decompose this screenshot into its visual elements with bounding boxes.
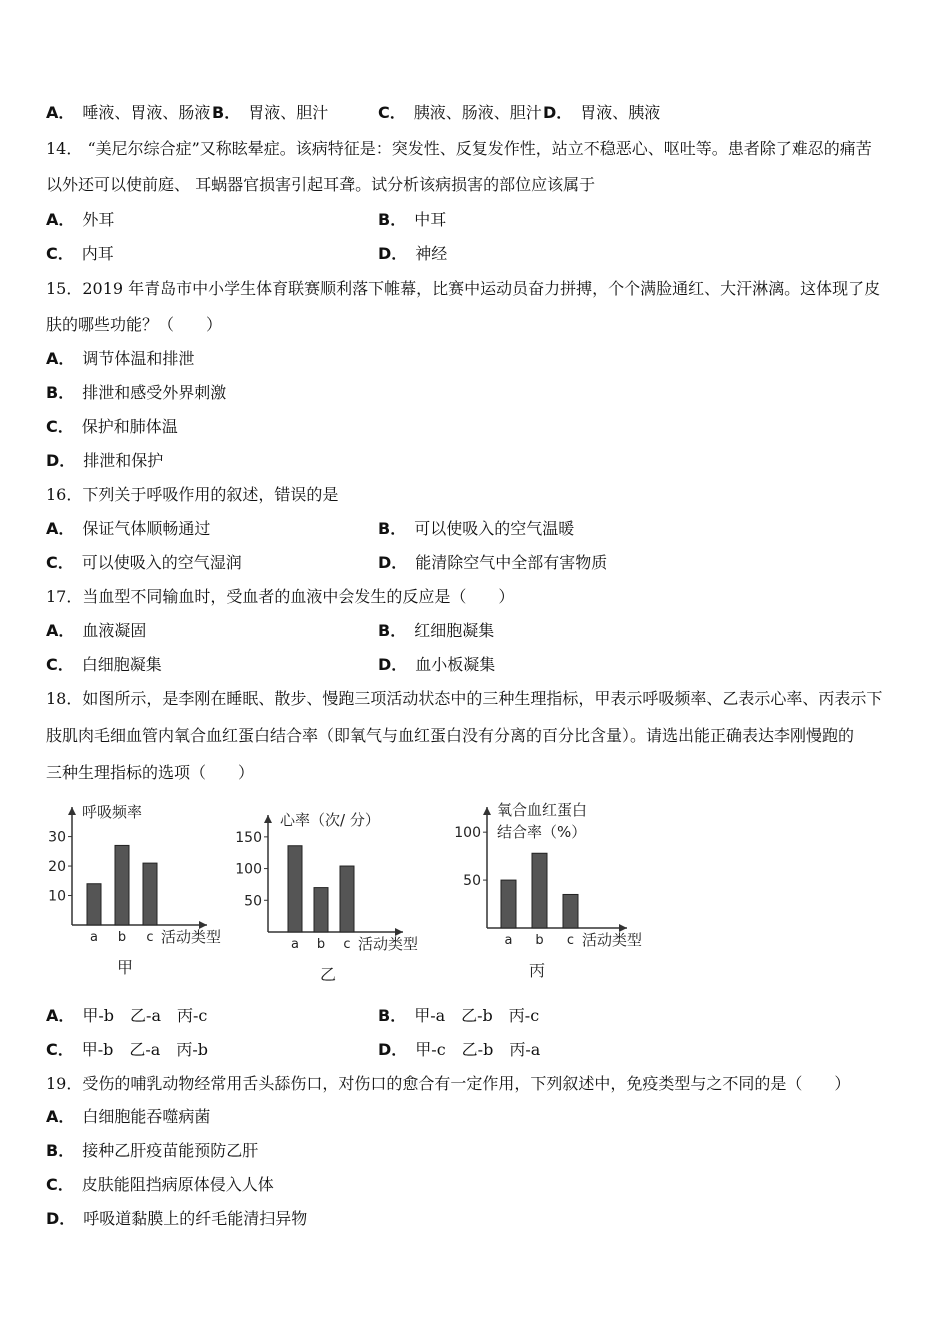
q15-stem-line1: 15．2019 年青岛市中小学生体育联赛顺利落下帷幕，比赛中运动员奋力拼搏，个个满脸通红、大汗淋漓。这体现了皮 (46, 279, 881, 298)
chart-2-category-label: c (343, 937, 351, 952)
q18-stem-line3: 三种生理指标的选项（ ） (46, 763, 255, 782)
q14-option-c: C． 内耳 (46, 244, 114, 263)
chart-3-category-label: c (566, 933, 575, 948)
chart-3-bar-a (501, 880, 516, 928)
q18-chart-figure (40, 795, 680, 990)
chart-1-caption: 甲 (116, 958, 134, 977)
chart-3-title: 氧合血红蛋白 (497, 801, 588, 819)
chart-1-bar-b (115, 845, 129, 925)
chart-3-ytick-label: 50 (463, 873, 481, 890)
chart-1-category-label: a (90, 930, 98, 945)
q13-option-b: B． 胃液、胆汁 (212, 103, 329, 122)
q17-stem: 17．当血型不同输血时，受血者的血液中会发生的反应是（ ） (46, 587, 515, 606)
q17-option-a: A． 血液凝固 (46, 621, 147, 640)
q14-stem-line2: 以外还可以使前庭、 耳蜗器官损害引起耳聋。试分析该病损害的部位应该属于 (46, 175, 596, 194)
chart-2-ytick-label: 150 (235, 829, 262, 846)
q17-option-c: C． 白细胞凝集 (46, 655, 162, 674)
q16-option-b: B． 可以使吸入的空气温暖 (378, 519, 575, 538)
chart-3-bar-c (563, 894, 578, 928)
chart-1-category-label: b (117, 930, 127, 945)
chart-1-bar-a (87, 884, 101, 925)
chart-2-y-arrow (264, 815, 272, 823)
q15-stem-line2: 肤的哪些功能？（ ） (46, 315, 223, 334)
q15-option-a: A． 调节体温和排泄 (46, 349, 195, 368)
chart-3-y-arrow (483, 807, 491, 815)
q14-option-b: B． 中耳 (378, 210, 447, 229)
q19-stem: 19．受伤的哺乳动物经常用舌头舔伤口，对伤口的愈合有一定作用，下列叙述中，免疫类型与之不同的是（ ） (46, 1074, 851, 1093)
q14-option-a: A． 外耳 (46, 210, 115, 229)
chart-3-title-line2: 结合率（%） (497, 823, 587, 841)
chart-2-caption: 乙 (319, 965, 337, 984)
chart-1-y-arrow (68, 807, 76, 815)
q19-option-b: B． 接种乙肝疫苗能预防乙肝 (46, 1141, 259, 1160)
q18-option-d: D． 甲-c 乙-b 丙-a (378, 1040, 541, 1059)
chart-2-bar-b (314, 888, 328, 932)
chart-3-bar-b (532, 853, 547, 928)
chart-3-xlabel: 活动类型 (582, 931, 643, 949)
q15-option-c: C． 保护和肺体温 (46, 417, 178, 436)
q15-option-b: B． 排泄和感受外界刺激 (46, 383, 227, 402)
chart-3-caption: 丙 (528, 961, 546, 980)
chart-1-xlabel: 活动类型 (161, 928, 222, 946)
q18-stem-line2: 肢肌肉毛细血管内氧合血红蛋白结合率（即氧气与血红蛋白没有分离的百分比含量）。请选出能正确表达李刚慢跑的 (46, 726, 855, 745)
chart-1-bar-c (143, 863, 157, 925)
q18-option-a: A． 甲-b 乙-a 丙-c (46, 1006, 208, 1025)
q16-option-d: D． 能清除空气中全部有害物质 (378, 553, 608, 572)
q19-option-c: C． 皮肤能阻挡病原体侵入人体 (46, 1175, 274, 1194)
chart-3-category-label: a (504, 933, 513, 948)
q16-stem: 16．下列关于呼吸作用的叙述，错误的是 (46, 485, 339, 504)
chart-2-bar-a (288, 846, 302, 932)
chart-1-ytick-label: 30 (48, 829, 66, 846)
q14-option-d: D． 神经 (378, 244, 448, 263)
chart-2-category-label: b (316, 937, 326, 952)
chart-2-xlabel: 活动类型 (358, 935, 419, 953)
q16-option-c: C． 可以使吸入的空气湿润 (46, 553, 242, 572)
q15-option-d: D． 排泄和保护 (46, 451, 164, 470)
q19-option-a: A． 白细胞能吞噬病菌 (46, 1107, 211, 1126)
chart-2-ytick-label: 100 (235, 861, 262, 878)
q14-stem-line1: 14． “美尼尔综合症”又称眩晕症。该病特征是：突发性、反复发作性，站立不稳恶心、呕吐等。患者除了难忍的痛苦 (46, 139, 872, 158)
chart-2-category-label: a (291, 937, 299, 952)
q13-option-c: C． 胰液、肠液、胆汁 (378, 103, 542, 122)
q16-option-a: A． 保证气体顺畅通过 (46, 519, 211, 538)
chart-2-ytick-label: 50 (244, 893, 262, 910)
q18-stem-line1: 18．如图所示，是李刚在睡眠、散步、慢跑三项活动状态中的三种生理指标，甲表示呼吸频率、乙表示心率、丙表示下 (46, 689, 883, 708)
chart-1-category-label: c (146, 930, 154, 945)
q18-option-c: C． 甲-b 乙-a 丙-b (46, 1040, 208, 1059)
chart-3-category-label: b (535, 933, 544, 948)
chart-2-bar-c (340, 866, 354, 932)
q17-option-d: D． 血小板凝集 (378, 655, 496, 674)
q19-option-d: D． 呼吸道黏膜上的纤毛能清扫异物 (46, 1209, 308, 1228)
q13-option-a: A． 唾液、胃液、肠液 (46, 103, 211, 122)
chart-3-ytick-label: 100 (454, 825, 481, 842)
q13-option-d: D． 胃液、胰液 (543, 103, 661, 122)
chart-1-title: 呼吸频率 (82, 803, 143, 821)
chart-1-ytick-label: 20 (48, 859, 66, 876)
chart-2-title: 心率（次/ 分） (280, 811, 380, 829)
chart-1-ytick-label: 10 (48, 888, 66, 905)
q17-option-b: B． 红细胞凝集 (378, 621, 495, 640)
q18-option-b: B． 甲-a 乙-b 丙-c (378, 1006, 540, 1025)
